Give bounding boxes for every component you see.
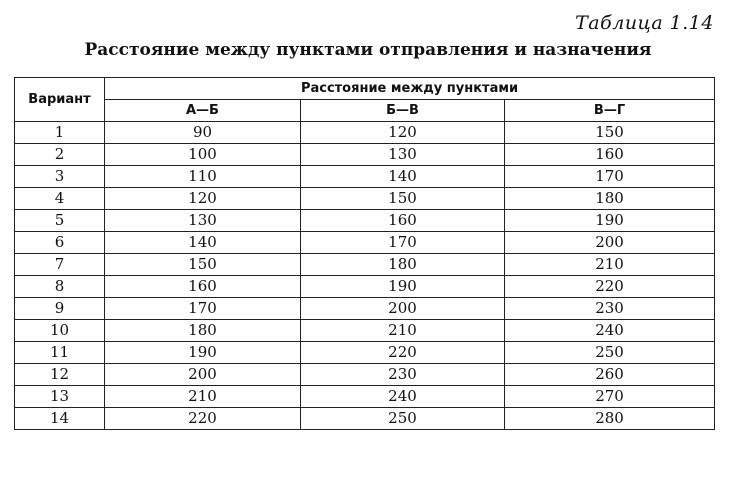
table-row [15, 386, 715, 408]
cell-bv: 150 [301, 188, 505, 210]
cell-variant: 13 [15, 386, 105, 408]
cell-vg: 240 [505, 320, 715, 342]
table-row [15, 254, 715, 276]
header-row [15, 78, 715, 100]
cell-vg: 250 [505, 342, 715, 364]
cell-variant: 11 [15, 342, 105, 364]
cell-ab: 210 [105, 386, 301, 408]
table-number-label: Таблица 1.14 [575, 12, 714, 34]
cell-bv: 220 [301, 342, 505, 364]
cell-variant: 4 [15, 188, 105, 210]
table-row [15, 408, 715, 430]
cell-bv: 200 [301, 298, 505, 320]
cell-bv: 180 [301, 254, 505, 276]
table-body [15, 122, 715, 430]
cell-variant: 6 [15, 232, 105, 254]
header-group: Расстояние между пунктами [105, 78, 715, 100]
header-variant: Вариант [15, 78, 105, 122]
cell-ab: 190 [105, 342, 301, 364]
cell-bv: 120 [301, 122, 505, 144]
table-row [15, 276, 715, 298]
cell-ab: 220 [105, 408, 301, 430]
cell-variant: 5 [15, 210, 105, 232]
cell-bv: 210 [301, 320, 505, 342]
cell-bv: 240 [301, 386, 505, 408]
cell-ab: 130 [105, 210, 301, 232]
table-title: Расстояние между пунктами отправления и назначения [84, 40, 652, 60]
cell-vg: 270 [505, 386, 715, 408]
cell-variant: 12 [15, 364, 105, 386]
cell-ab: 170 [105, 298, 301, 320]
cell-vg: 190 [505, 210, 715, 232]
cell-vg: 280 [505, 408, 715, 430]
cell-vg: 200 [505, 232, 715, 254]
cell-ab: 200 [105, 364, 301, 386]
table-row [15, 144, 715, 166]
cell-ab: 90 [105, 122, 301, 144]
cell-variant: 9 [15, 298, 105, 320]
cell-bv: 230 [301, 364, 505, 386]
cell-vg: 210 [505, 254, 715, 276]
cell-ab: 100 [105, 144, 301, 166]
cell-bv: 140 [301, 166, 505, 188]
cell-vg: 230 [505, 298, 715, 320]
cell-variant: 10 [15, 320, 105, 342]
cell-ab: 120 [105, 188, 301, 210]
cell-ab: 140 [105, 232, 301, 254]
table-row [15, 122, 715, 144]
header-route-vg: В—Г [505, 100, 715, 122]
header-route-bv: Б—В [301, 100, 505, 122]
cell-vg: 180 [505, 188, 715, 210]
cell-bv: 170 [301, 232, 505, 254]
cell-vg: 260 [505, 364, 715, 386]
cell-ab: 150 [105, 254, 301, 276]
cell-variant: 7 [15, 254, 105, 276]
cell-bv: 250 [301, 408, 505, 430]
table-row [15, 364, 715, 386]
cell-ab: 110 [105, 166, 301, 188]
cell-vg: 160 [505, 144, 715, 166]
table-row [15, 232, 715, 254]
cell-bv: 190 [301, 276, 505, 298]
header-route-ab: А—Б [105, 100, 301, 122]
cell-variant: 2 [15, 144, 105, 166]
table-row [15, 166, 715, 188]
cell-variant: 3 [15, 166, 105, 188]
cell-vg: 150 [505, 122, 715, 144]
table-row [15, 320, 715, 342]
cell-vg: 220 [505, 276, 715, 298]
cell-bv: 160 [301, 210, 505, 232]
cell-vg: 170 [505, 166, 715, 188]
distance-table [14, 77, 715, 430]
cell-variant: 8 [15, 276, 105, 298]
table-row [15, 210, 715, 232]
header-subrow [15, 100, 715, 122]
table-row [15, 298, 715, 320]
cell-bv: 130 [301, 144, 505, 166]
cell-variant: 14 [15, 408, 105, 430]
cell-variant: 1 [15, 122, 105, 144]
table-row [15, 188, 715, 210]
cell-ab: 180 [105, 320, 301, 342]
table-row [15, 342, 715, 364]
cell-ab: 160 [105, 276, 301, 298]
